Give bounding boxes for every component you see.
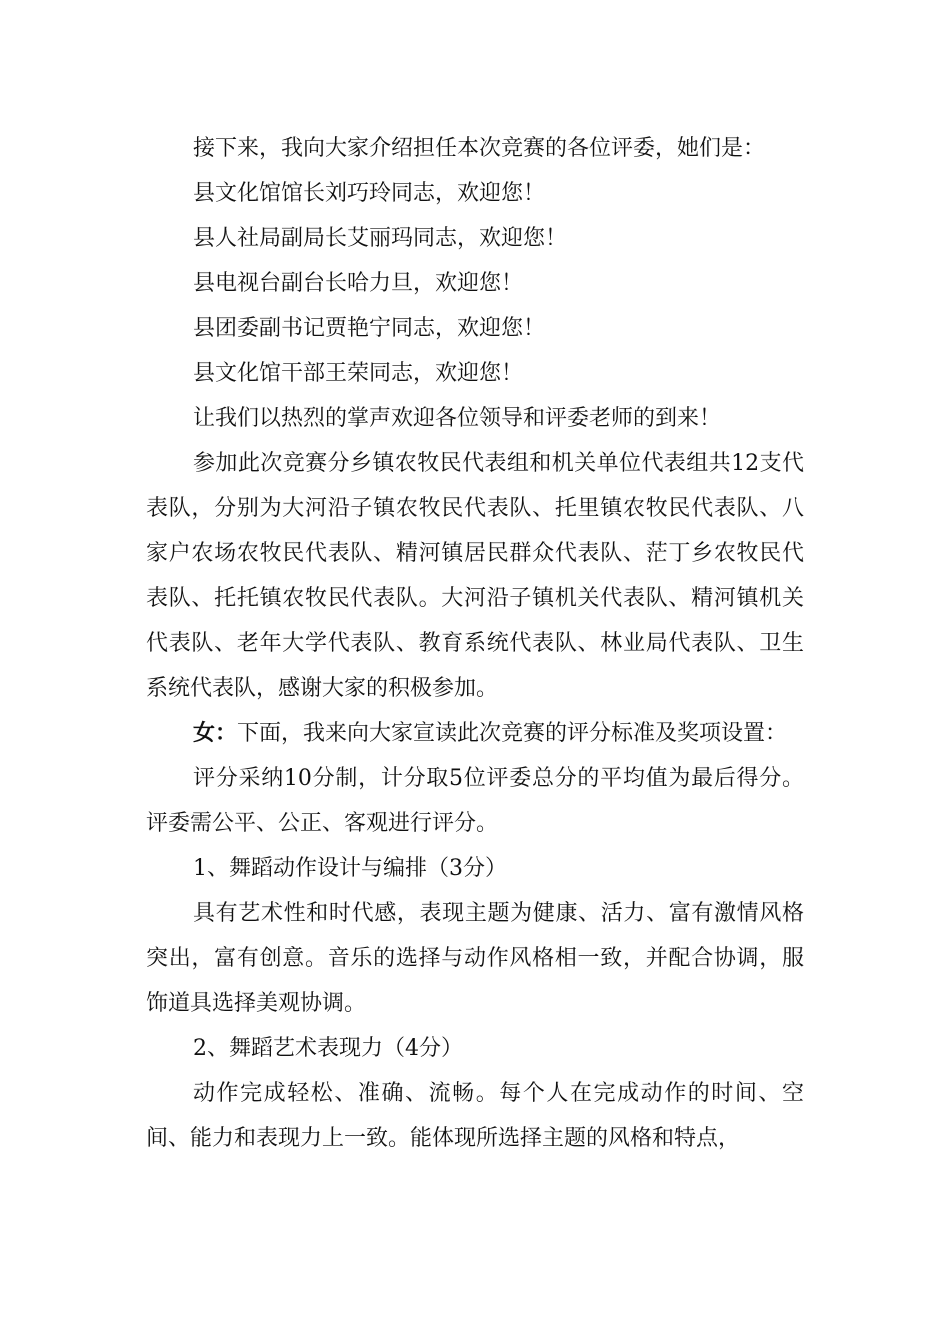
paragraph-judge-4: 县团委副书记贾艳宁同志，欢迎您！ — [193, 316, 546, 341]
criterion-body-1: 具有艺术性和时代感，表现主题为健康、活力、富有激情风格突出，富有创意。音乐的选择与动作风格相一致，并配合协调，服饰道具选择美观协调。 — [146, 901, 804, 1016]
paragraph-judge-2: 县人社局副局长艾丽玛同志，欢迎您！ — [193, 226, 568, 251]
paragraph-judge-1: 县文化馆馆长刘巧玲同志，欢迎您！ — [193, 181, 546, 206]
paragraph-judge-3: 县电视台副台长哈力旦，欢迎您！ — [193, 271, 524, 296]
paragraph-judge-5: 县文化馆干部王荣同志，欢迎您！ — [193, 361, 524, 386]
criterion-body-2: 动作完成轻松、准确、流畅。每个人在完成动作的时间、空间、能力和表现力上一致。能体现所选择主题的风格和特点， — [146, 1081, 804, 1151]
paragraph-speaker-female — [146, 711, 804, 756]
paragraph-scoring-rules: 评分采纳10分制，计分取5位评委总分的平均值为最后得分。评委需公平、公正、客观进行评分。 — [146, 766, 804, 836]
paragraph-teams: 参加此次竞赛分乡镇农牧民代表组和机关单位代表组共12支代表队，分别为大河沿子镇农牧民代表队、托里镇农牧民代表队、八家户农场农牧民代表队、精河镇居民群众代表队、茫丁乡农牧民代表队、托托镇农牧民代表队。大河沿子镇机关代表队、精河镇机关代表队、老年大学代表队、教育系统代表队、林业局代表队、卫生系统代表队，感谢大家的积极参加。 — [146, 451, 804, 701]
criterion-heading-1: 1、舞蹈动作设计与编排（3分） — [193, 856, 507, 881]
paragraph-welcome: 让我们以热烈的掌声欢迎各位领导和评委老师的到来！ — [193, 406, 722, 431]
criterion-heading-2: 2、舞蹈艺术表现力（4分） — [193, 1036, 463, 1061]
speaker-label: 女： — [193, 720, 238, 746]
paragraph-judges-intro: 接下来，我向大家介绍担任本次竞赛的各位评委，她们是： — [193, 136, 766, 161]
document-body — [146, 126, 804, 1161]
speaker-line: 下面，我来向大家宣读此次竞赛的评分标准及奖项设置： — [237, 721, 788, 746]
